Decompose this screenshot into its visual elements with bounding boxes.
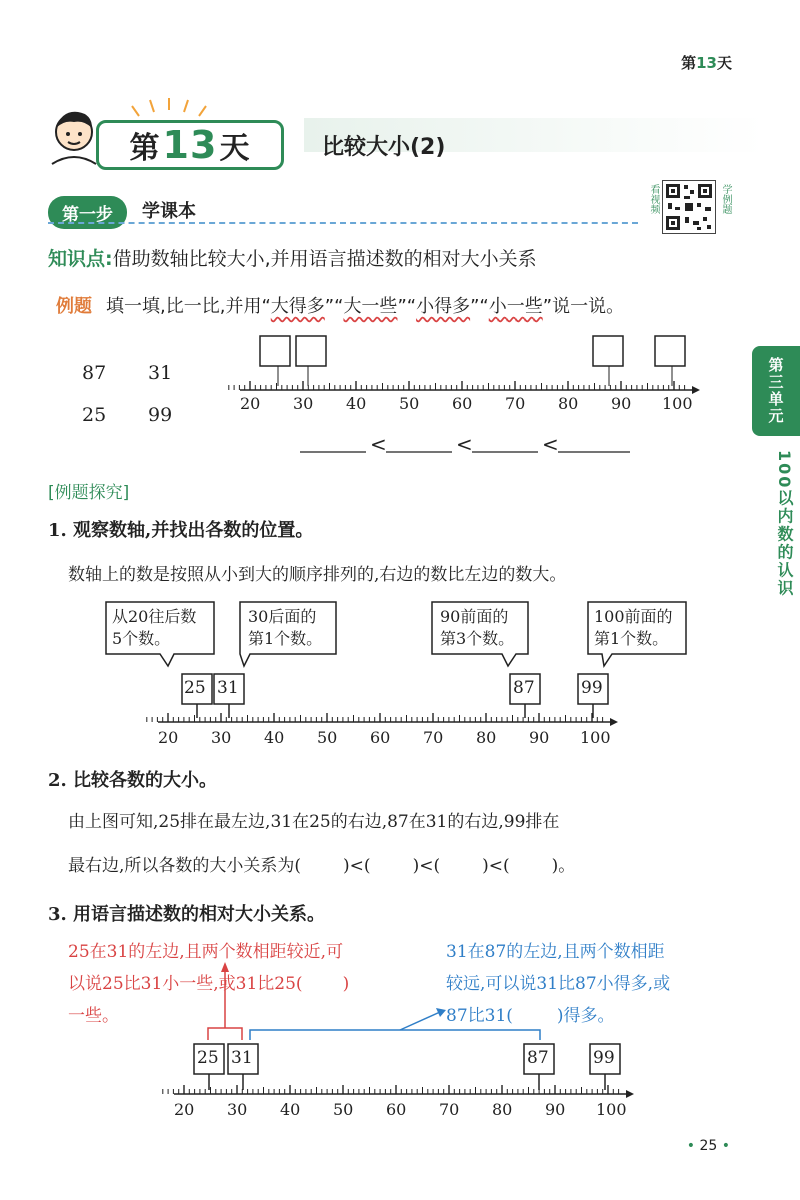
tick-label: 30 — [227, 1100, 248, 1119]
tick-labels — [158, 728, 618, 748]
tick-label: 30 — [293, 394, 314, 413]
page-number: • 25 • — [686, 1138, 730, 1154]
box-number: 87 — [513, 678, 535, 698]
step2-heading: 2. 比较各数的大小。 — [48, 770, 218, 791]
example-prompt: 例题 填一填,比一比,并用“大得多”“大一些”“小得多”“小一些”说一说。 — [56, 296, 625, 317]
tick-label: 90 — [611, 394, 632, 413]
qr-caption-left: 看视频 — [648, 184, 659, 214]
tick-label: 30 — [211, 728, 232, 747]
bubble-line: 30后面的 — [248, 607, 317, 626]
tick-label: 20 — [240, 394, 261, 413]
arrow-blue — [400, 1012, 440, 1030]
example-number: 99 — [148, 404, 173, 426]
step-pill: 第一步 — [48, 196, 127, 229]
tick-labels — [240, 394, 700, 414]
box-number: 31 — [231, 1048, 253, 1068]
tick-label: 60 — [386, 1100, 407, 1119]
step1-heading: 1. 观察数轴,并找出各数的位置。 — [48, 520, 314, 541]
tick-label: 80 — [476, 728, 497, 747]
box-number: 31 — [217, 678, 239, 698]
unit-tab[interactable]: 第三单元 — [752, 346, 800, 436]
bubble-line: 第1个数。 — [248, 629, 323, 648]
box-number: 99 — [581, 678, 603, 698]
explore-label: [例题探究] — [48, 483, 130, 503]
step3-heading: 3. 用语言描述数的相对大小关系。 — [48, 904, 326, 925]
bubble-text — [248, 606, 322, 650]
bubble-text — [112, 606, 196, 650]
tick-label: 100 — [596, 1100, 627, 1119]
knowledge-point: 知识点:借助数轴比较大小,并用语言描述数的相对大小关系 — [48, 248, 537, 270]
answer-box — [260, 336, 290, 366]
box-number: 99 — [593, 1048, 615, 1068]
text: 31在87的左边,且两个数相距 — [446, 942, 665, 962]
step2-line1: 由上图可知,25排在最左边,31在25的右边,87在31的右边,99排在 — [68, 812, 560, 832]
tick-label: 90 — [529, 728, 550, 747]
text: )得多。 — [556, 1006, 615, 1026]
tick-label: 40 — [346, 394, 367, 413]
tick-label: 60 — [452, 394, 473, 413]
less-than-sign: < — [456, 432, 473, 456]
tick-label: 100 — [580, 728, 611, 747]
answer-box — [655, 336, 685, 366]
box-number: 25 — [184, 678, 206, 698]
bubble-line: 从20往后数 — [112, 607, 197, 626]
tick-label: 20 — [158, 728, 179, 747]
example-number: 87 — [82, 362, 107, 384]
tick-label: 50 — [333, 1100, 354, 1119]
example-number: 25 — [82, 404, 107, 426]
tick-label: 90 — [545, 1100, 566, 1119]
step-label: 学课本 — [142, 201, 196, 222]
box-number: 25 — [197, 1048, 219, 1068]
text: 87比31( — [446, 1006, 513, 1026]
text: 较远,可以说31比87小得多,或 — [446, 974, 671, 994]
tick-label: 100 — [662, 394, 693, 413]
text: )。 — [551, 856, 576, 876]
red-explanation — [68, 936, 349, 1032]
text: )<( — [412, 856, 441, 876]
tick-label: 40 — [280, 1100, 301, 1119]
text: ) — [342, 974, 350, 994]
box-number: 87 — [527, 1048, 549, 1068]
day-badge: 第 13 天 — [96, 120, 284, 170]
example-number: 31 — [148, 362, 173, 384]
bubble-line: 100前面的 — [594, 607, 673, 626]
tick-label: 70 — [439, 1100, 460, 1119]
tick-labels — [174, 1100, 634, 1120]
text: 以说25比31小一些,或31比25( — [68, 974, 303, 994]
tick-label: 60 — [370, 728, 391, 747]
tick-label: 70 — [423, 728, 444, 747]
blue-explanation — [446, 936, 670, 1032]
bubble-line: 90前面的 — [440, 607, 509, 626]
tick-label: 40 — [264, 728, 285, 747]
text: 最右边,所以各数的大小关系为( — [68, 856, 302, 876]
less-than-sign: < — [542, 432, 559, 456]
answer-box — [593, 336, 623, 366]
tick-label: 50 — [399, 394, 420, 413]
text: 25在31的左边,且两个数相距较近,可 — [68, 942, 344, 962]
step2-line2 — [68, 846, 575, 886]
step1-text: 数轴上的数是按照从小到大的顺序排列的,右边的数比左边的数大。 — [68, 565, 567, 585]
tick-label: 80 — [492, 1100, 513, 1119]
tick-label: 80 — [558, 394, 579, 413]
answer-box — [296, 336, 326, 366]
tick-label: 20 — [174, 1100, 195, 1119]
less-than-sign: < — [370, 432, 387, 456]
text: )<( — [343, 856, 371, 876]
bubble-line: 第3个数。 — [440, 629, 515, 648]
unit-topic: 100以内数的认识 — [775, 450, 794, 598]
text: 一些。 — [68, 1006, 119, 1026]
text: )<( — [482, 856, 510, 876]
bubble-line: 5个数。 — [112, 629, 171, 648]
tick-label: 50 — [317, 728, 338, 747]
page-title: 比较大小(2) — [322, 135, 446, 160]
bubble-text — [594, 606, 673, 650]
bubble-text — [440, 606, 514, 650]
qr-caption-right: 学例题 — [720, 184, 731, 214]
bubble-line: 第1个数。 — [594, 629, 669, 648]
corner-day-label: 第13天 — [681, 54, 732, 72]
tick-label: 70 — [505, 394, 526, 413]
